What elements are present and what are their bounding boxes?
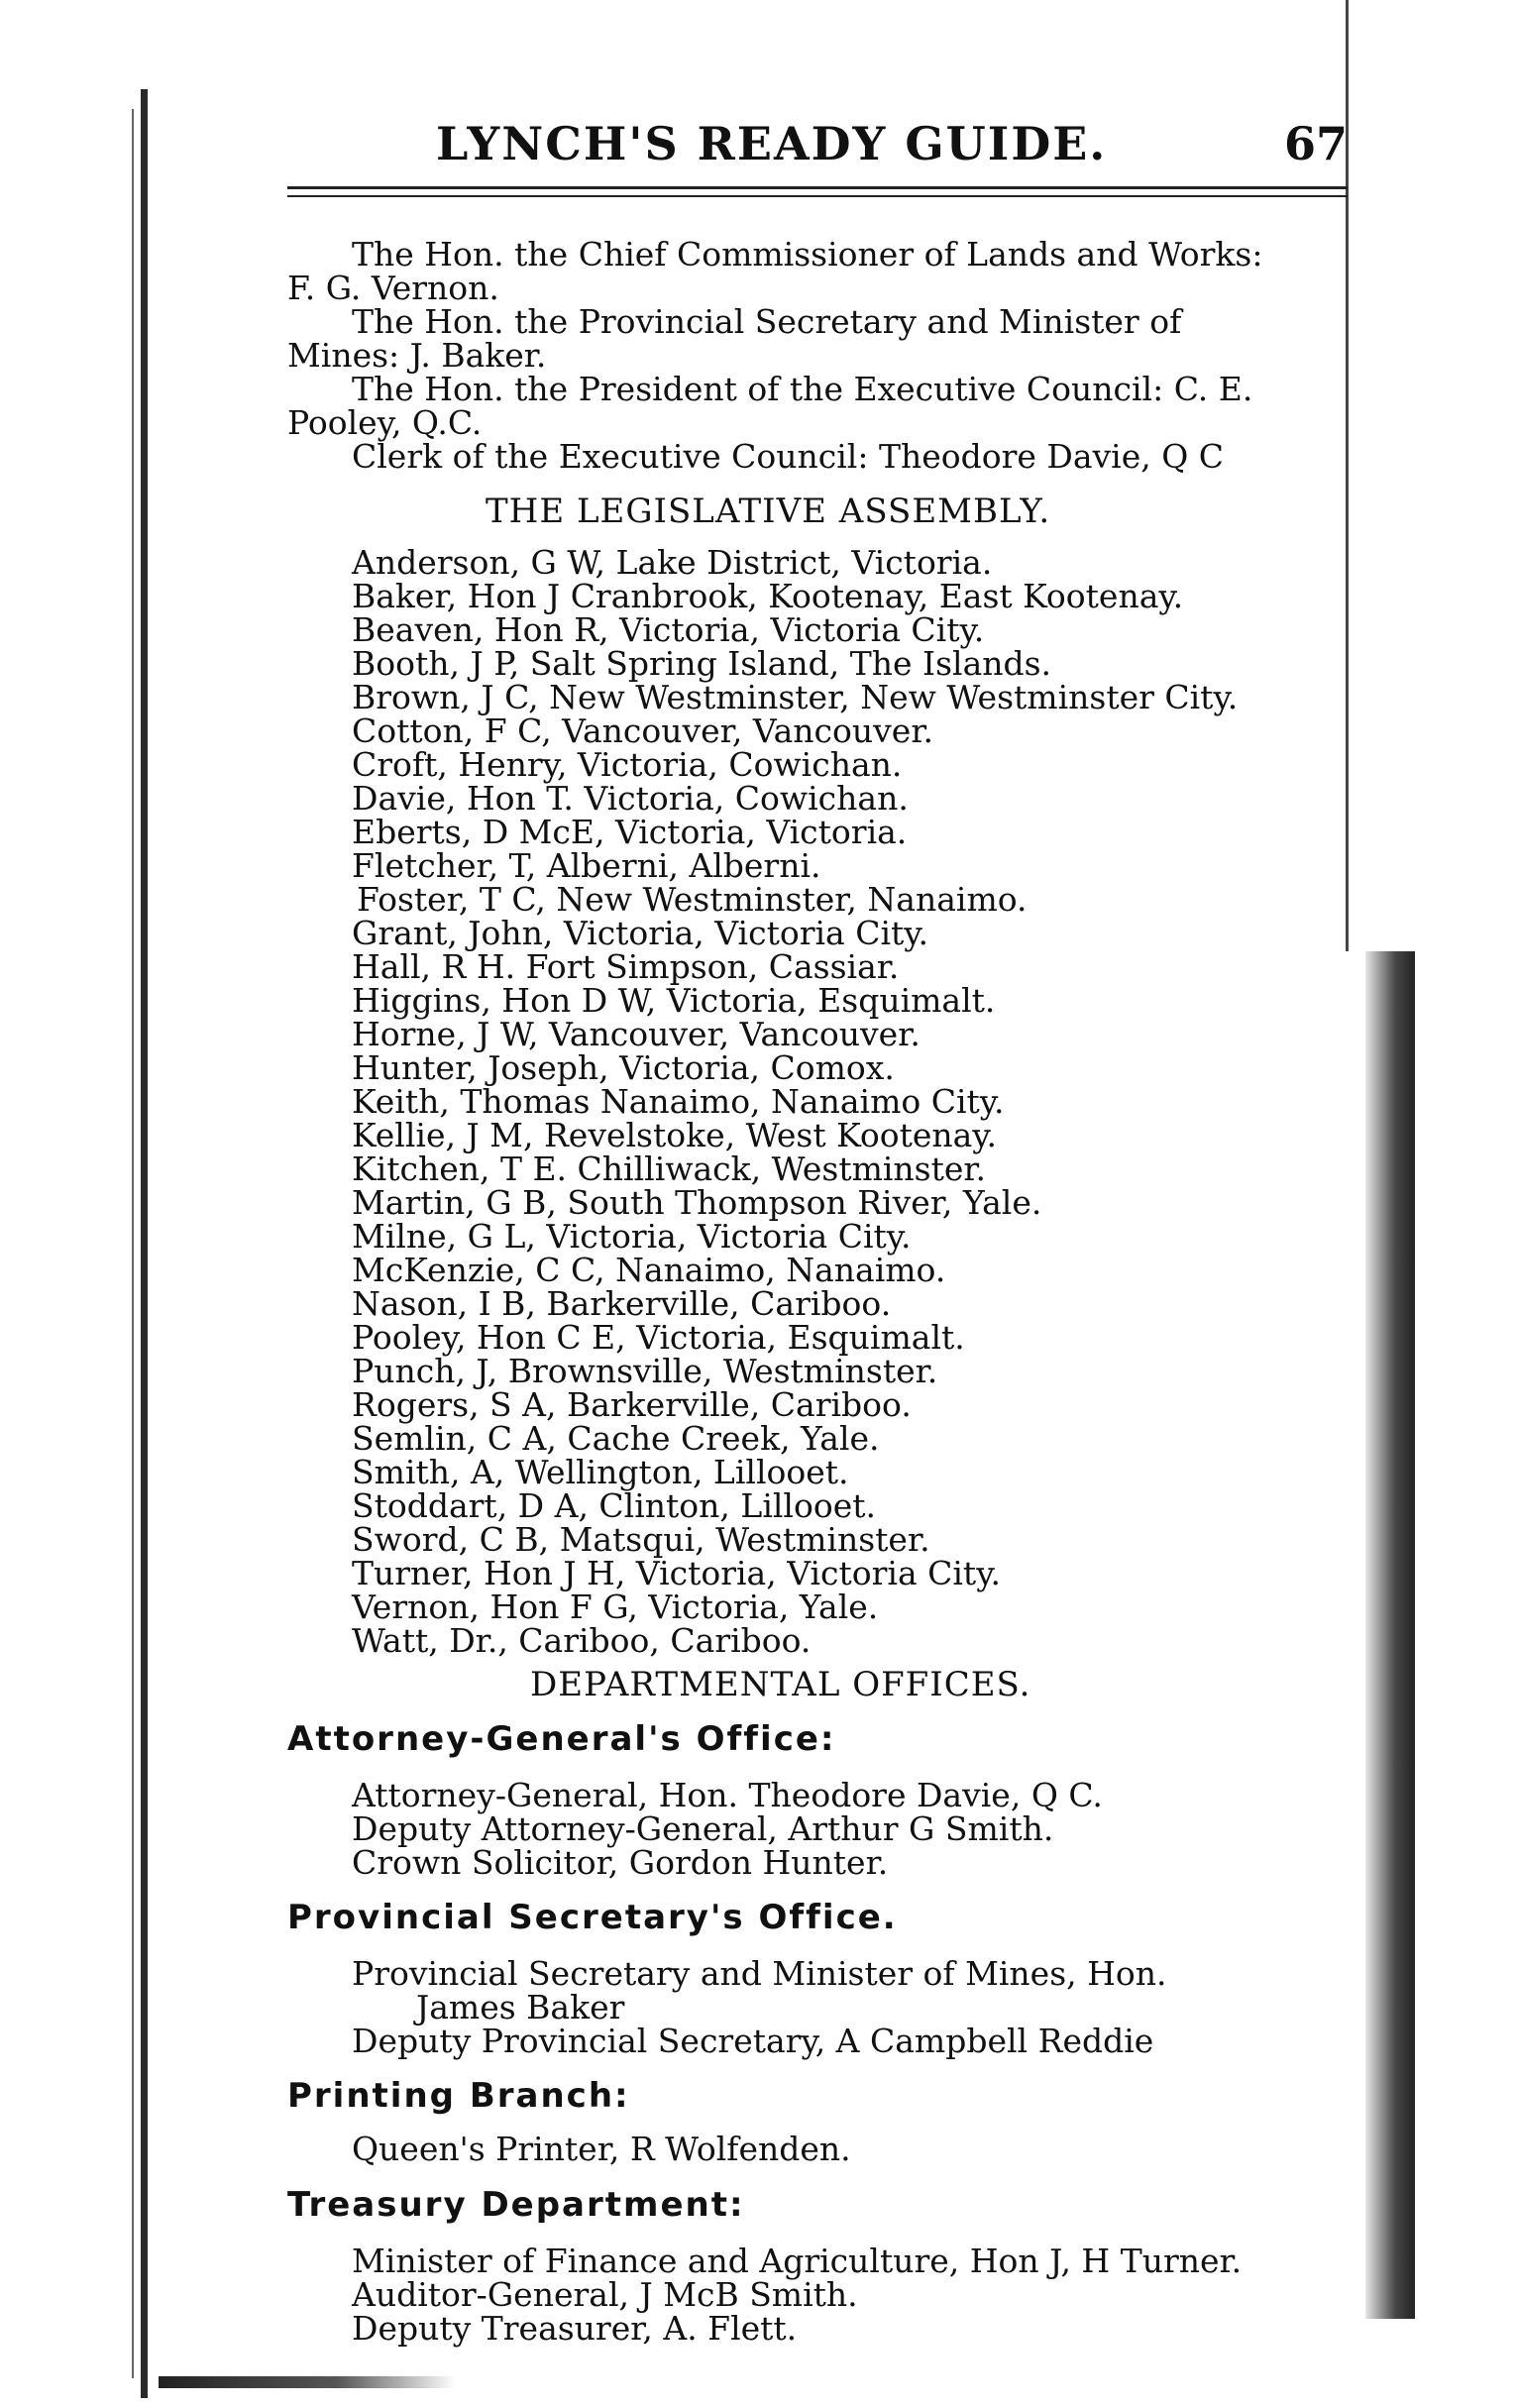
list-item: Smith, A, Wellington, Lillooet. bbox=[352, 1453, 849, 1491]
list-item: Turner, Hon J H, Victoria, Victoria City. bbox=[352, 1554, 1001, 1592]
running-header bbox=[436, 117, 1348, 176]
list-item: Keith, Thomas Nanaimo, Nanaimo City. bbox=[352, 1082, 1005, 1121]
list-item: Cotton, F C, Vancouver, Vancouver. bbox=[352, 711, 933, 750]
treasury-line: Minister of Finance and Agriculture, Hon J, H Turner. bbox=[352, 2242, 1243, 2280]
running-title: LYNCH'S READY GUIDE. bbox=[436, 117, 1108, 170]
exec-line: Clerk of the Executive Council: Theodore Davie, Q C bbox=[352, 437, 1225, 476]
provincial-office-line: Provincial Secretary and Minister of Mines, Hon. bbox=[352, 1954, 1167, 1993]
list-item: Semlin, C A, Cache Creek, Yale. bbox=[352, 1419, 880, 1458]
attorney-office-heading: Attorney-General's Office: bbox=[287, 1719, 836, 1759]
right-page-edge-shadow bbox=[1365, 951, 1415, 2319]
list-item: Vernon, Hon F G, Victoria, Yale. bbox=[352, 1587, 879, 1626]
list-item: Martin, G B, South Thompson River, Yale. bbox=[352, 1183, 1042, 1222]
exec-line: Mines: J. Baker. bbox=[287, 336, 547, 375]
list-item: Stoddart, D A, Clinton, Lillooet. bbox=[352, 1486, 876, 1525]
list-item: Foster, T C, New Westminster, Nanaimo. bbox=[357, 880, 1028, 919]
header-rule-thin bbox=[287, 195, 1348, 197]
departments-heading: DEPARTMENTAL OFFICES. bbox=[530, 1665, 1031, 1704]
provincial-office-line: Deputy Provincial Secretary, A Campbell Reddie bbox=[352, 2022, 1154, 2060]
list-item: Brown, J C, New Westminster, New Westminster City. bbox=[352, 678, 1239, 716]
list-item: Davie, Hon T. Victoria, Cowichan. bbox=[352, 779, 909, 818]
list-item: Baker, Hon J Cranbrook, Kootenay, East Kootenay. bbox=[352, 577, 1184, 615]
bottom-edge-smudge bbox=[159, 2376, 456, 2388]
attorney-office-line: Deputy Attorney-General, Arthur G Smith. bbox=[352, 1809, 1054, 1848]
list-item: Punch, J, Brownsville, Westminster. bbox=[352, 1352, 938, 1390]
list-item: Milne, G L, Victoria, Victoria City. bbox=[352, 1217, 912, 1256]
binding-edge-shadow bbox=[141, 89, 148, 2398]
list-item: Grant, John, Victoria, Victoria City. bbox=[352, 914, 929, 952]
treasury-line: Deputy Treasurer, A. Flett. bbox=[352, 2309, 798, 2348]
printing-branch-heading: Printing Branch: bbox=[287, 2076, 630, 2116]
list-item: Rogers, S A, Barkerville, Cariboo. bbox=[352, 1385, 912, 1424]
list-item: Eberts, D McE, Victoria, Victoria. bbox=[352, 813, 908, 851]
list-item: McKenzie, C C, Nanaimo, Nanaimo. bbox=[352, 1251, 946, 1289]
exec-line: The Hon. the President of the Executive Council: C. E. bbox=[352, 370, 1253, 408]
attorney-office-line: Attorney-General, Hon. Theodore Davie, Q C. bbox=[352, 1776, 1103, 1814]
printing-branch-line: Queen's Printer, R Wolfenden. bbox=[352, 2130, 851, 2168]
list-item: Higgins, Hon D W, Victoria, Esquimalt. bbox=[352, 981, 996, 1020]
list-item: Booth, J P, Salt Spring Island, The Islands. bbox=[352, 644, 1052, 683]
list-item: Nason, I B, Barkerville, Cariboo. bbox=[352, 1284, 892, 1323]
list-item: Pooley, Hon C E, Victoria, Esquimalt. bbox=[352, 1318, 965, 1357]
attorney-office-line: Crown Solicitor, Gordon Hunter. bbox=[352, 1843, 889, 1882]
page-number: 67 bbox=[1283, 117, 1348, 170]
provincial-office-line: James Baker bbox=[416, 1988, 625, 2026]
treasury-heading: Treasury Department: bbox=[287, 2185, 745, 2225]
list-item: Kellie, J M, Revelstoke, West Kootenay. bbox=[352, 1116, 998, 1154]
binding-edge-line bbox=[132, 109, 134, 2378]
list-item: Watt, Dr., Cariboo, Cariboo. bbox=[352, 1621, 812, 1660]
list-item: Hall, R H. Fort Simpson, Cassiar. bbox=[352, 947, 900, 986]
list-item: Croft, Henry, Victoria, Cowichan. bbox=[352, 745, 903, 784]
exec-line: The Hon. the Chief Commissioner of Lands and Works: bbox=[352, 235, 1263, 274]
exec-line: F. G. Vernon. bbox=[287, 269, 499, 307]
provincial-office-heading: Provincial Secretary's Office. bbox=[287, 1898, 898, 1937]
assembly-heading: THE LEGISLATIVE ASSEMBLY. bbox=[486, 492, 1051, 531]
exec-line: Pooley, Q.C. bbox=[287, 403, 483, 442]
list-item: Fletcher, T, Alberni, Alberni. bbox=[352, 846, 821, 885]
treasury-line: Auditor-General, J McB Smith. bbox=[352, 2275, 858, 2314]
list-item: Anderson, G W, Lake District, Victoria. bbox=[352, 543, 993, 582]
list-item: Sword, C B, Matsqui, Westminster. bbox=[352, 1520, 930, 1559]
list-item: Horne, J W, Vancouver, Vancouver. bbox=[352, 1015, 921, 1053]
list-item: Kitchen, T E. Chilliwack, Westminster. bbox=[352, 1149, 987, 1188]
list-item: Hunter, Joseph, Victoria, Comox. bbox=[352, 1048, 895, 1087]
list-item: Beaven, Hon R, Victoria, Victoria City. bbox=[352, 610, 985, 649]
exec-line: The Hon. the Provincial Secretary and Minister of bbox=[352, 302, 1182, 341]
header-rule-thick bbox=[287, 186, 1348, 189]
